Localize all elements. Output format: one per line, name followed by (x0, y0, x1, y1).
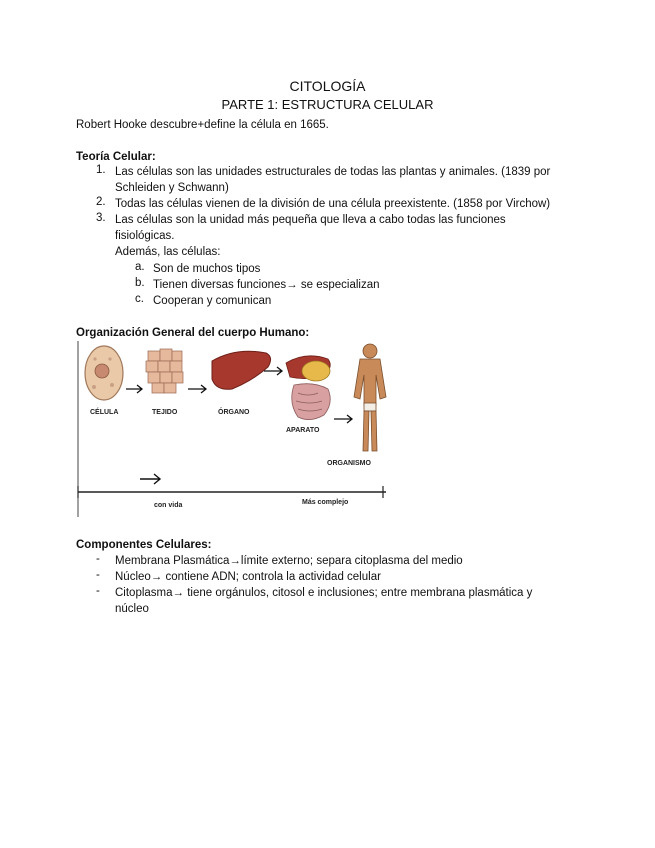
organization-diagram (76, 341, 396, 517)
theory-item-1-line-2: Schleiden y Schwann) (115, 182, 229, 194)
theory-marker-2: 2. (96, 196, 106, 208)
theory-subitem-marker-c: c. (135, 293, 144, 305)
arrow-icon (126, 385, 142, 393)
theory-item-3-line-2: fisiológicas. (115, 230, 175, 242)
theory-subitem-marker-b: b. (135, 277, 145, 289)
cell-illustration (85, 346, 123, 400)
theory-item-3-line-1: Las células son la unidad más pequeña que lleva a cabo todas las funciones (115, 214, 506, 226)
organization-heading: Organización General del cuerpo Humano: (76, 327, 310, 339)
tissue-illustration (146, 349, 183, 393)
arrow-icon (140, 474, 160, 484)
theory-subitem-c: Cooperan y comunican (153, 295, 272, 307)
label-system: APARATO (286, 427, 320, 434)
theory-heading: Teoría Celular: (76, 151, 156, 163)
theory-subitem-marker-a: a. (135, 261, 145, 273)
component-item-3-line-1: Citoplasma→ tiene orgánulos, citosol e inclusiones; entre membrana plasmática y (115, 587, 533, 599)
theory-subitem-a: Son de muchos tipos (153, 263, 261, 275)
theory-also-text: Además, las células: (115, 246, 221, 258)
label-cell: CÉLULA (90, 409, 119, 416)
theory-item-2-line-1: Todas las células vienen de la división de una célula preexistente. (1858 por Virchow) (115, 198, 551, 210)
label-tissue: TEJIDO (152, 409, 178, 416)
component-item-1: Membrana Plasmática→límite externo; separa citoplasma del medio (115, 555, 463, 567)
components-heading: Componentes Celulares: (76, 539, 212, 551)
page-title: CITOLOGÍA (289, 78, 366, 94)
component-marker-1: - (96, 553, 100, 565)
theory-marker-1: 1. (96, 164, 106, 176)
liver-illustration (212, 351, 271, 389)
theory-subitem-b: Tienen diversas funciones→ se especializan (153, 279, 380, 291)
label-organism: ORGANISMO (327, 460, 371, 467)
component-marker-2: - (96, 569, 100, 581)
page-subtitle: PARTE 1: ESTRUCTURA CELULAR (221, 97, 434, 112)
digestive-system-illustration (286, 356, 330, 420)
human-body-illustration (354, 344, 386, 451)
theory-item-1-line-1: Las células son las unidades estructurales de todas las plantas y animales. (1839 por (115, 166, 551, 178)
arrow-icon (188, 385, 206, 393)
label-organ: ÓRGANO (218, 409, 250, 416)
intro-text: Robert Hooke descubre+define la célula en 1665. (76, 119, 329, 131)
label-with-life: con vida (154, 502, 183, 509)
component-marker-3: - (96, 585, 100, 597)
component-item-3-line-2: núcleo (115, 603, 149, 615)
arrow-icon (334, 415, 352, 423)
label-more-complex: Más complejo (302, 499, 349, 506)
theory-marker-3: 3. (96, 212, 106, 224)
component-item-2: Núcleo→ contiene ADN; controla la actividad celular (115, 571, 381, 583)
